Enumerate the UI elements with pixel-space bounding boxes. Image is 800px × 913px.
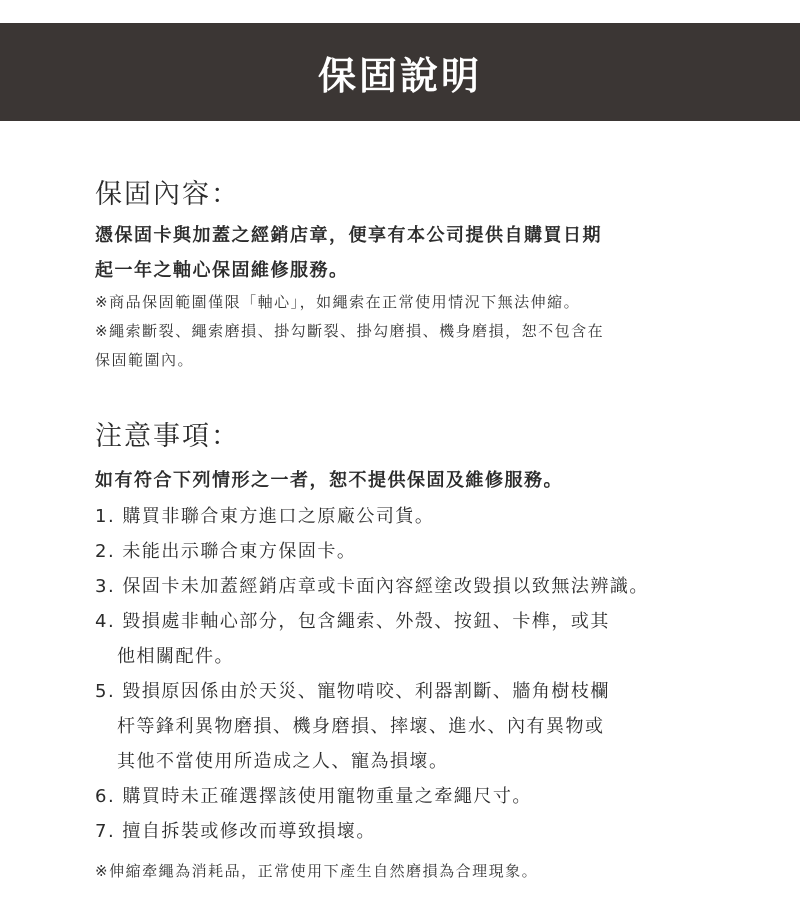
notice-item-line: 杆等鋒利異物磨損、機身磨損、摔壞、進水、內有異物或 bbox=[117, 716, 605, 737]
notice-intro: 如有符合下列情形之一者，恕不提供保固及維修服務。 bbox=[95, 470, 563, 491]
warranty-content bbox=[95, 172, 735, 891]
warranty-text-line: 憑保固卡與加蓋之經銷店章，便享有本公司提供自購買日期 bbox=[95, 225, 602, 246]
notice-item-line: 5. 毀損原因係由於天災、寵物啃咬、利器割斷、牆角樹枝欄 bbox=[95, 681, 610, 702]
warranty-text-line: 起一年之軸心保固維修服務。 bbox=[95, 260, 349, 281]
warranty-note-line: 保固範圍內。 bbox=[95, 351, 195, 369]
notice-item-line: 7. 擅自拆裝或修改而導致損壞。 bbox=[95, 821, 376, 842]
notice-item bbox=[95, 569, 735, 604]
warranty-note-line: ※繩索斷裂、繩索磨損、掛勾斷裂、掛勾磨損、機身磨損，恕不包含在 bbox=[95, 322, 605, 340]
notice-item bbox=[95, 499, 735, 534]
warranty-note-line: ※商品保固範圍僅限「軸心」，如繩索在正常使用情況下無法伸縮。 bbox=[95, 293, 581, 311]
notice-item-line: 1. 購買非聯合東方進口之原廠公司貨。 bbox=[95, 506, 435, 527]
notice-item-line: 4. 毀損處非軸心部分，包含繩索、外殼、按鈕、卡榫，或其 bbox=[95, 611, 610, 632]
warranty-section-title: 保固內容： bbox=[95, 179, 240, 210]
notice-item-line: 他相關配件。 bbox=[117, 646, 234, 667]
notice-item-line: 2. 未能出示聯合東方保固卡。 bbox=[95, 541, 357, 562]
page-title: 保固說明 bbox=[317, 53, 482, 98]
notice-item-line: 其他不當使用所造成之人、寵為損壞。 bbox=[117, 751, 449, 772]
page-header bbox=[0, 23, 800, 121]
notice-item bbox=[95, 814, 735, 849]
notice-section-title: 注意事項： bbox=[95, 421, 240, 452]
notice-item bbox=[95, 779, 735, 814]
notice-footnote: ※伸縮牽繩為消耗品，正常使用下產生自然磨損為合理現象。 bbox=[95, 862, 539, 880]
notice-item bbox=[95, 604, 735, 674]
notice-item bbox=[95, 674, 735, 779]
notice-item-line: 6. 購買時未正確選擇該使用寵物重量之牽繩尺寸。 bbox=[95, 786, 532, 807]
notice-item-line: 3. 保固卡未加蓋經銷店章或卡面內容經塗改毀損以致無法辨識。 bbox=[95, 576, 649, 597]
notice-item bbox=[95, 534, 735, 569]
